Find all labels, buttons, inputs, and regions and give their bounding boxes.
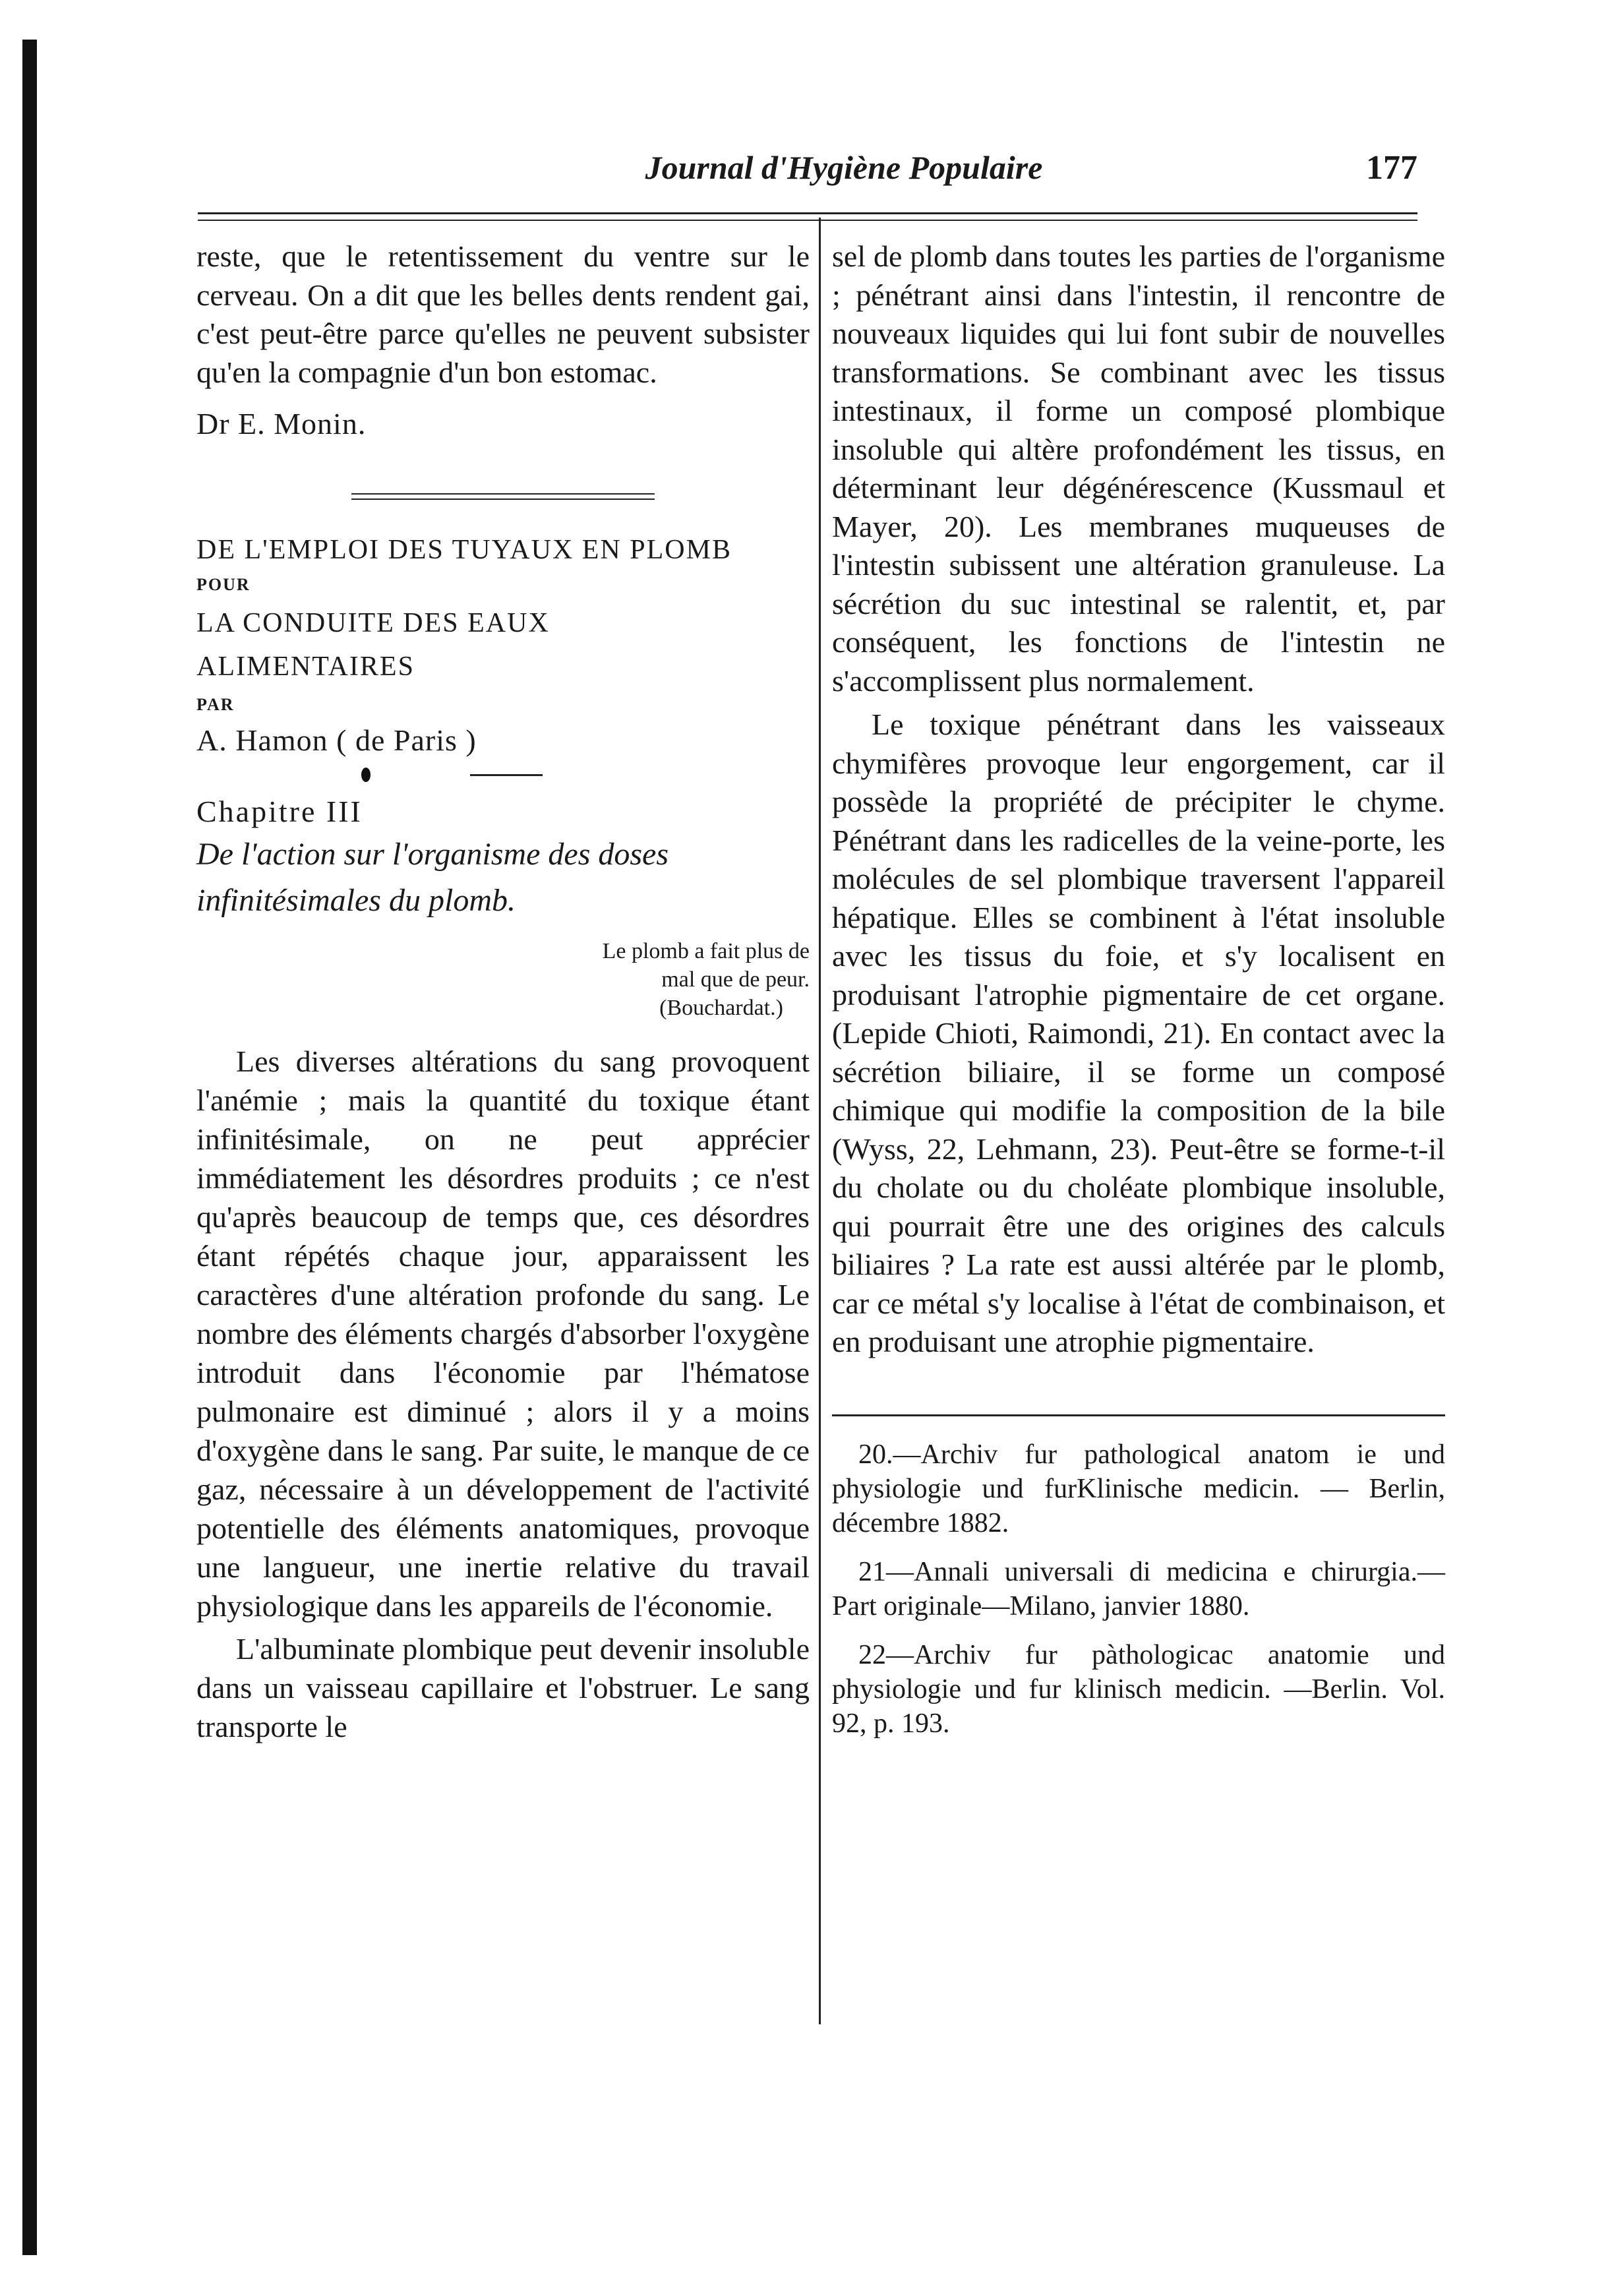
footnote-21: 21—Annali universali di medicina e chirurgia.—Part originale—Milano, janvier 1880. [832, 1556, 1445, 1621]
body-paragraph: L'albuminate plombique peut devenir insoluble dans un vaisseau capillaire et l'obstruer. Le sang transporte le [196, 1631, 810, 1743]
body-paragraph: Les diverses altérations du sang provoquent l'anémie ; mais la quantité du toxique étant infinitésimale, on ne peut apprécier immédiatement les désordres produits ; ce n'est qu'après beaucoup de temps que, ces désordres étant répétés chaque jour, apparaissent les caractères d'une altération profonde du sang. Le nombre des éléments chargés d'absorber l'oxygène introduit dans l'économie par l'hématose pulmonaire est diminué ; alors il y a moins d'oxygène dans le sang. Par suite, le manque de ce gaz, nécessaire à un développement de l'activité potentielle des éléments anatomiques, provoque une langueur, une inertie relative du travail physiologique dans les appareils de l'économie. [196, 1044, 810, 1623]
chapter-subtitle-line-1: De l'action sur l'organisme des doses [196, 836, 669, 872]
article-title-line-2: LA CONDUITE DES EAUX [196, 607, 550, 638]
article-title-pour: POUR [196, 574, 251, 594]
page-number: 177 [1366, 149, 1417, 187]
signature: Dr E. Monin. [196, 407, 367, 440]
body-text-left [196, 1042, 810, 1746]
chapter-heading: Chapitre III [196, 795, 363, 828]
epigraph-attribution: (Bouchardat.) [659, 995, 783, 1020]
article-author: A. Hamon ( de Paris ) [196, 723, 477, 757]
article-title-line-3: ALIMENTAIRES [196, 651, 415, 682]
body-paragraph: sel de plomb dans toutes les parties de l'organisme ; pénétrant ainsi dans l'intestin, il rencontre de nouveaux liquides qui lui font subir de nouvelles transformations. Se combinant avec les tissus intestinaux, il forme un composé plombique insoluble qui altère profondément les tissus, en déterminant leur dégénérescence (Kussmaul et Mayer, 20). Les membranes muqueuses de l'intestin subissent une altération granuleuse. La sécrétion du suc intestinal se ralentit, et, par conséquent, les fonctions de l'intestin ne s'accomplissent plus normalement. [832, 239, 1445, 698]
footnote-rule [832, 1414, 1445, 1416]
epigraph-line-2: mal que de peur. [661, 967, 810, 992]
ornament-dash [470, 774, 543, 776]
paragraph-continuation: reste, que le retentissement du ventre sur le cerveau. On a dit que les belles dents rendent gai, c'est peut-être parce qu'elles ne peuvent subsister qu'en la compagnie d'un bon estomac. [196, 239, 810, 389]
running-header [198, 148, 1417, 195]
header-rule [198, 212, 1417, 221]
binding-edge [22, 40, 37, 2255]
epigraph-line-1: Le plomb a fait plus de [602, 938, 810, 963]
ornament-divider [196, 760, 810, 793]
footnote-22: 22—Archiv fur pàthologicac anatomie und physiologie und fur klinisch medicin. —Berlin. Vol. 92, p. 193. [832, 1639, 1445, 1739]
epigraph [196, 937, 810, 1022]
section-rule [351, 493, 655, 500]
left-column [196, 237, 810, 1746]
right-column [832, 237, 1445, 1755]
body-paragraph: Le toxique pénétrant dans les vaisseaux chymifères provoque leur engorgement, car il possède la propriété de précipiter le chyme. Pénétrant dans les radicelles de la veine-porte, les molécules de sel plombique traversent l'appareil hépatique. Elles se combinent à l'état insoluble avec les tissus du foie, et s'y localisent en produisant l'atrophie pigmentaire de cet organe. (Lepide Chioti, Raimondi, 21). En contact avec la sécrétion biliaire, il se forme un composé chimique qui modifie la composition de la bile (Wyss, 22, Lehmann, 23). Peut-être se forme-t-il du cholate ou du choléate plombique insoluble, qui pourrait être une des origines des calculs biliaires ? La rate est aussi altérée par le plomb, car ce métal s'y localise à l'état de combinaison, et en produisant une atrophie pigmentaire. [832, 708, 1445, 1358]
article-title-par: PAR [196, 694, 235, 714]
ornament-dot [361, 768, 371, 782]
footnote-20: 20.—Archiv fur pathological anatom ie und physiologie und furKlinische medicin. — Berlin, décembre 1882. [832, 1439, 1445, 1538]
article-title-line-1: DE L'EMPLOI DES TUYAUX EN PLOMB [196, 534, 732, 565]
column-divider [819, 218, 821, 2024]
chapter-subtitle-line-2: infinitésimales du plomb. [196, 882, 516, 918]
journal-title: Journal d'Hygiène Populaire [645, 149, 1043, 186]
